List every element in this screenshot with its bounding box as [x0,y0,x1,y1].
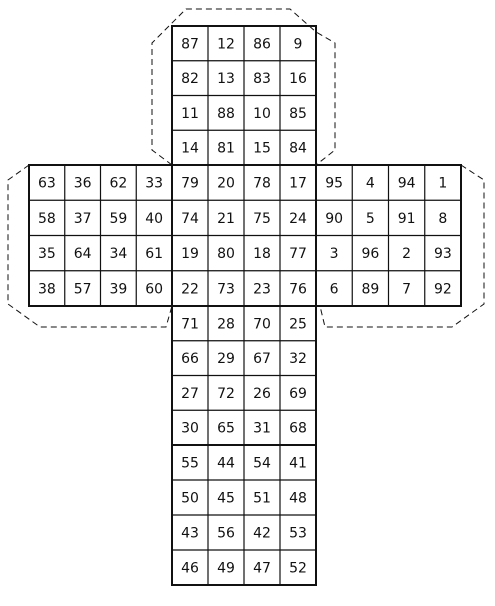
grid-cell-number: 5 [365,210,375,227]
grid-cell-number: 22 [181,281,199,298]
grid-cell-number: 20 [217,175,235,192]
grid-cell-number: 27 [181,385,199,402]
grid-cell-number: 33 [145,175,164,192]
face-right [316,165,461,306]
grid-cell-number: 75 [253,210,271,227]
grid-cell-number: 25 [289,316,307,333]
grid-cell-number: 41 [289,455,307,472]
grid-cell-number: 86 [253,36,271,53]
grid-cell-number: 46 [181,560,199,577]
grid-cell-number: 57 [73,281,92,298]
grid-cell-number: 21 [217,210,235,227]
grid-cell-number: 37 [73,210,92,227]
grid-cell-number: 26 [253,385,271,402]
grid-cell-number: 45 [217,490,235,507]
grid-cell-number: 56 [217,525,235,542]
glue-flaps [8,9,484,327]
grid-cell-number: 38 [37,281,56,298]
face-top [172,26,316,165]
grid-cell-number: 58 [37,210,56,227]
grid-cell-number: 40 [145,210,164,227]
grid-cell-number: 50 [181,490,199,507]
grid-cell-number: 62 [109,175,128,192]
grid-cell-number: 31 [253,420,271,437]
grid-cell-number: 19 [181,246,199,263]
grid-cell-number: 55 [181,455,199,472]
grid-cell-number: 53 [289,525,307,542]
grid-cell-number: 11 [181,105,199,122]
grid-cell-number: 74 [181,210,199,227]
grid-cell-number: 9 [293,36,303,53]
grid-cell-number: 76 [289,281,307,298]
grid-cell-number: 52 [289,560,307,577]
grid-cell-number: 1 [438,175,448,192]
grid-cell-number: 3 [329,246,339,263]
grid-cell-number: 48 [289,490,307,507]
grid-cell-number: 90 [325,210,344,227]
grid-cell-number: 85 [289,105,307,122]
grid-cell-number: 7 [402,281,412,298]
grid-cell-number: 95 [325,175,344,192]
grid-cell-number: 15 [253,140,271,157]
grid-cell-number: 35 [37,246,56,263]
grid-cell-number: 6 [329,281,339,298]
grid-cell-number: 42 [253,525,271,542]
grid-cell-number: 47 [253,560,271,577]
grid-cell-number: 93 [433,246,452,263]
grid-cell-number: 63 [37,175,56,192]
grid-cell-number: 66 [181,351,199,368]
grid-cell-number: 84 [289,140,307,157]
grid-cell-number: 16 [289,71,307,88]
grid-cell-number: 91 [397,210,416,227]
grid-cell-number: 77 [289,246,307,263]
grid-cell-number: 28 [217,316,235,333]
grid-cell-number: 60 [145,281,164,298]
grid-cell-number: 68 [289,420,307,437]
grid-cell-number: 18 [253,246,271,263]
grid-cell-number: 13 [217,71,235,88]
grid-cell-number: 69 [289,385,307,402]
grid-cell-number: 24 [289,210,307,227]
grid-cell-number: 80 [217,246,235,263]
grid-cell-number: 88 [217,105,235,122]
grid-cell-number: 51 [253,490,271,507]
grid-cell-number: 70 [253,316,271,333]
grid-cell-number: 89 [361,281,380,298]
grid-cell-number: 34 [109,246,128,263]
grid-cell-number: 23 [253,281,271,298]
face-front [172,165,316,306]
grid-cell-number: 92 [433,281,452,298]
grid-cell-number: 87 [181,36,199,53]
grid-cell-number: 10 [253,105,271,122]
grid-cell-number: 36 [73,175,92,192]
grid-cell-number: 39 [109,281,128,298]
grid-cell-number: 72 [217,385,235,402]
grid-cell-number: 73 [217,281,235,298]
grid-cell-number: 4 [365,175,375,192]
grid-cell-number: 8 [438,210,448,227]
face-left [29,165,172,306]
face-bottom [172,306,316,445]
grid-cell-number: 82 [181,71,199,88]
grid-cell-number: 65 [217,420,235,437]
grid-cell-number: 81 [217,140,235,157]
grid-cell-number: 71 [181,316,199,333]
grid-cell-number: 29 [217,351,235,368]
grid-cell-number: 43 [181,525,199,542]
grid-cell-number: 30 [181,420,199,437]
grid-cell-number: 78 [253,175,271,192]
grid-cell-number: 14 [181,140,199,157]
grid-cell-number: 67 [253,351,271,368]
grid-cell-number: 12 [217,36,235,53]
grid-cell-number: 32 [289,351,307,368]
grid-cell-number: 96 [361,246,380,263]
grid-cell-number: 64 [73,246,92,263]
grid-cell-number: 2 [402,246,412,263]
grid-cell-number: 54 [253,455,271,472]
grid-cell-number: 79 [181,175,199,192]
grid-cell-number: 94 [397,175,416,192]
grid-cell-number: 17 [289,175,307,192]
grid-cell-number: 83 [253,71,271,88]
grid-cell-number: 61 [145,246,164,263]
grid-cell-number: 59 [109,210,128,227]
grid-cell-number: 44 [217,455,235,472]
face-back [172,445,316,585]
grid-cell-number: 49 [217,560,235,577]
